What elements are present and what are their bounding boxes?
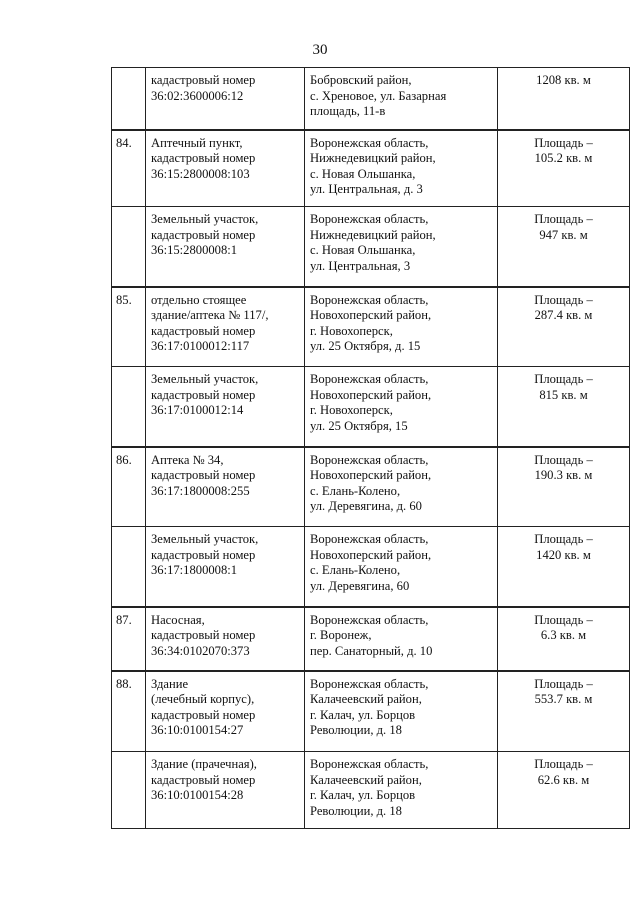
row-number-cell [112,752,146,829]
object-cell: Аптечный пункт, кадастровый номер 36:15:2800008:103 [146,130,305,207]
table-row [112,752,630,829]
table-row [112,607,630,671]
area-cell: Площадь – 6.3 кв. м [498,607,630,671]
table-row [112,671,630,752]
row-number-cell: 84. [112,130,146,207]
address-cell: Воронежская область, Нижнедевицкий район, с. Новая Ольшанка, ул. Центральная, д. 3 [305,130,498,207]
object-cell: Насосная, кадастровый номер 36:34:0102070:373 [146,607,305,671]
area-cell: 1208 кв. м [498,68,630,130]
address-cell: Воронежская область, Новохоперский район, г. Новохоперск, ул. 25 Октября, д. 15 [305,287,498,367]
row-number-cell [112,207,146,287]
area-cell: Площадь – 190.3 кв. м [498,447,630,527]
row-number-cell [112,527,146,607]
row-number-cell: 86. [112,447,146,527]
object-cell: Аптека № 34, кадастровый номер 36:17:1800008:255 [146,447,305,527]
row-number-cell: 85. [112,287,146,367]
row-number-cell [112,68,146,130]
area-cell: Площадь – 553.7 кв. м [498,671,630,752]
address-cell: Воронежская область, г. Воронеж, пер. Санаторный, д. 10 [305,607,498,671]
row-number-cell: 88. [112,671,146,752]
address-cell: Воронежская область, Нижнедевицкий район, с. Новая Ольшанка, ул. Центральная, 3 [305,207,498,287]
table-row [112,68,630,130]
address-cell: Воронежская область, Новохоперский район, с. Елань-Колено, ул. Деревягина, д. 60 [305,447,498,527]
table-row [112,527,630,607]
address-cell: Воронежская область, Калачеевский район, г. Калач, ул. Борцов Революции, д. 18 [305,671,498,752]
object-cell: отдельно стоящее здание/аптека № 117/, кадастровый номер 36:17:0100012:117 [146,287,305,367]
address-cell: Воронежская область, Новохоперский район, г. Новохоперск, ул. 25 Октября, 15 [305,367,498,447]
object-cell: Земельный участок, кадастровый номер 36:15:2800008:1 [146,207,305,287]
address-cell: Бобровский район, с. Хреновое, ул. Базарная площадь, 11-в [305,68,498,130]
property-table [111,67,630,829]
object-cell: Здание (прачечная), кадастровый номер 36:10:0100154:28 [146,752,305,829]
address-cell: Воронежская область, Калачеевский район, г. Калач, ул. Борцов Революции, д. 18 [305,752,498,829]
table-row [112,287,630,367]
table-row [112,367,630,447]
area-cell: Площадь – 105.2 кв. м [498,130,630,207]
object-cell: Земельный участок, кадастровый номер 36:17:0100012:14 [146,367,305,447]
area-cell: Площадь – 62.6 кв. м [498,752,630,829]
address-cell: Воронежская область, Новохоперский район, с. Елань-Колено, ул. Деревягина, 60 [305,527,498,607]
row-number-cell: 87. [112,607,146,671]
page-number: 30 [312,42,328,58]
area-cell: Площадь – 815 кв. м [498,367,630,447]
area-cell: Площадь – 1420 кв. м [498,527,630,607]
object-cell: Земельный участок, кадастровый номер 36:17:1800008:1 [146,527,305,607]
object-cell: Здание (лечебный корпус), кадастровый номер 36:10:0100154:27 [146,671,305,752]
area-cell: Площадь – 287.4 кв. м [498,287,630,367]
table-row [112,130,630,207]
area-cell: Площадь – 947 кв. м [498,207,630,287]
object-cell: кадастровый номер 36:02:3600006:12 [146,68,305,130]
table-row [112,207,630,287]
table-row [112,447,630,527]
row-number-cell [112,367,146,447]
